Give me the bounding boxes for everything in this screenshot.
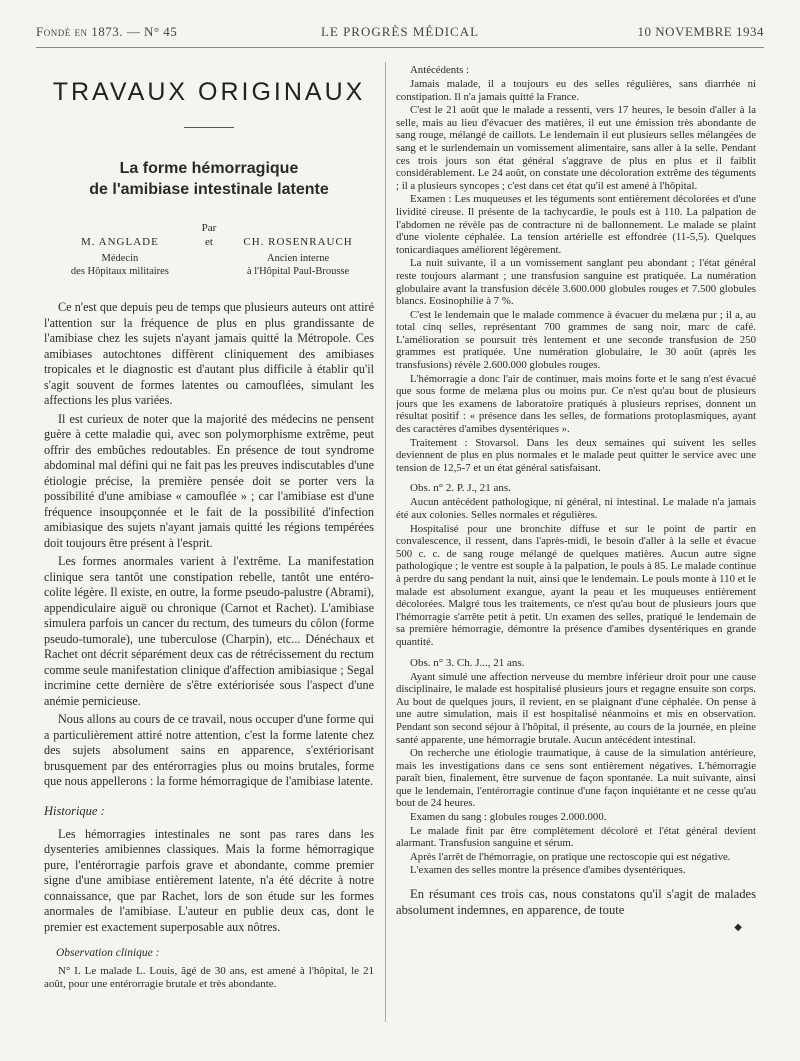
right-column: [396, 64, 756, 1044]
author-2: [222, 236, 374, 278]
article-title: [44, 158, 374, 200]
paragraph: Après l'arrêt de l'hémorragie, on pratique une rectoscopie qui est négative.: [410, 850, 731, 863]
paragraph: Aucun antécédent pathologique, ni général, ni intestinal. Le malade n'a jamais été aux colonies. Selles normales et régulières.: [396, 496, 756, 521]
journal-title: LE PROGRÈS MÉDICAL: [320, 24, 480, 39]
authors: [44, 236, 374, 278]
author-1-role1: Médecin: [101, 253, 139, 264]
heading-historique: Historique :: [44, 803, 105, 818]
author-2-role1: Ancien interne: [267, 253, 330, 264]
paragraph: Il est curieux de noter que la majorité des médecins ne pensent guère à cette maladie qui, avec son polymorphisme extrême, peut offrir des embûches redoutables. En présence de tout syndrome abdominal mal défini qui ne fait pas les preuves indiscutables d'une étiologie précise, la première pensée doit se porter vers la possibilité d'une amibiase « camouflée » ; car l'amibiase est d'une fréquence insoupçonnée et le fait de la possibilité d'infection amibiasique des sujets n'ayant jamais quitté les régions tempérées doit toujours être présent à l'esprit.: [44, 411, 374, 550]
paragraph: Les hémorragies intestinales ne sont pas rares dans les dysenteries amibiennes classiques. Mais la forme hémorragique pure, l'entérorragie parfois grave et abondante, comme premier signe d'une amibiase entièrement latente, n'a été décrite à notre connaissance, que par Rachet, lors de son étude sur les formes anormales de l'amibiase. L'auteur en publie deux cas, dont le premier est exactement superposable aux nôtres.: [44, 826, 374, 934]
observation-2-heading: Obs. n° 2. P. J., 21 ans.: [410, 482, 511, 495]
byline-et: et: [205, 236, 213, 248]
paragraph: Hospitalisé pour une bronchite diffuse et sur le point de partir en convalescence, il ressent, dans l'après-midi, le besoin d'aller à la selle et évacue 500 c. c. de sang rouge mélangé de quelques matières. Aucun autre signe pathologique ; le ventre est souple à la palpation, le pouls à 85. Le malade continue à perdre du sang pendant la nuit, ainsi que le lendemain. Le pouls monte à 110 et le malade est absolument exangue, ayant la peau et les muqueuses entièrement décolorées. Malgré tous les traitements, ce n'est qu'au bout de plusieurs jours que l'hémorragie s'arrête petit à petit. Un examen des selles, pratiqué le lendemain de sa première hémorragie, démontre la présence d'amibes dysentériques en grande quantité.: [396, 522, 756, 648]
paragraph: Examen du sang : globules rouges 2.000.000.: [410, 811, 607, 824]
paragraph: En résumant ces trois cas, nous constatons qu'il s'agit de malades absolument indemnes, en apparence, de toute: [396, 887, 756, 917]
heading-antecedents: Antécédents :: [410, 64, 470, 76]
paragraph: C'est le lendemain que le malade commence à évacuer du melæna pur ; il a, au total cinq selles, représentant 700 grammes de sang noir, marc de café. L'amélioration se poursuit très lentement et une seconde transfusion de 250 grammes est pratiquée. Une numération globulaire, le 30 août (après les transfusions) révèle 2.600.000 globules rouges.: [396, 308, 756, 372]
paragraph: Ayant simulé une affection nerveuse du membre inférieur droit pour une cause disciplinaire, le malade est hospitalisé plusieurs jours et regagne ensuite son corps. Au bout de quelques jours, il revient, en se plaignant d'une céphalée. On pense à une autre simulation, mais il est hospitalisé néanmoins et mis en observation. Pendant son second séjour à l'hôpital, il présente, au cours de la journée, en pleine santé apparente, une hémorragie brutale. Aucun antécédent intestinal.: [396, 670, 756, 746]
paragraph: Traitement : Stovarsol. Dans les deux semaines qui suivent les selles deviennent de plus en plus normales et le malade peut quitter le service avec une tension de 12,5-7 et un état général satisfaisant.: [396, 436, 756, 474]
column-divider: [385, 62, 386, 1022]
title-rule: [184, 127, 234, 128]
header-founded: Fondé en 1873. — N° 45: [36, 24, 178, 39]
paragraph: C'est le 21 août que le malade a ressenti, vers 17 heures, le besoin d'aller à la selle, mais au lieu d'évacuer des matières, il eut une émission très abondante de sang rouge, mélangé de caillots. Le lendemain il eut plusieurs selles mélangées de sang et le surlendemain un vomissement alimentaire, sans aller à la selle. Pendant ces trois jours son état général s'aggrave de plus en plus et il faiblit considérablement. Le 24 août, on constate une décoloration extrême des téguments ; il a plusieurs syncopes ; c'est dans cet état qu'il est amené à l'hôpital.: [396, 104, 756, 192]
paragraph: L'hémorragie a donc l'air de continuer, mais moins forte et le sang n'est évacué que sous forme de melæna plus ou moins pur. Ce n'est qu'au bout de plusieurs jours que les examens de laboratoire pratiqués à plusieurs reprises, donnent un résultat positif : « présence dans les selles, de formations protoplasmiques, ayant des caractères d'amibes dysentériques ».: [396, 372, 756, 436]
observation-3-heading: Obs. n° 3. Ch. J..., 21 ans.: [410, 656, 525, 669]
paragraph: La nuit suivante, il a un vomissement sanglant peu abondant ; l'état général reste toujours alarmant ; une transfusion sanguine est pratiquée. La numération globulaire avant la transfusion décèle 3.600.000 globules rouges et 7.500 globules blancs. Eosinophilie à 7 %.: [396, 257, 756, 308]
author-1: [44, 236, 196, 278]
author-1-role2: des Hôpitaux militaires: [70, 266, 169, 277]
header-rule: [36, 47, 764, 48]
left-column: [44, 70, 374, 1030]
paragraph: Le malade finit par être complètement décoloré et l'état général devient alarmant. Transfusion sanguine et sérum.: [396, 824, 756, 850]
article-title-line2: de l'amibiase intestinale latente: [89, 181, 329, 198]
paragraph: L'examen des selles montre la présence d'amibes dysentériques.: [410, 864, 686, 877]
issue-date: 10 NOVEMBRE 1934: [637, 24, 764, 39]
paragraph: Les formes anormales varient à l'extrême. La manifestation clinique sera tantôt une constipation rebelle, tantôt une entéro-colite légère. Il existe, en outre, la forme pseudo-palustre (Abrami), appendiculaire aiguë ou chronique (Carnot et Rachet). L'amibiase simulera parfois un cancer du rectum, des tumeurs du côlon (forme pseudo-tumorale), une tuberculose (Charpin), etc... Dénéchaux et Rachet ont décrit séparément deux cas de rétrécissement du rectum comme seule manifestation clinique d'affection amibiasique ; Segal incrimine cette dernière de s'être extériorisée sous l'aspect d'une anémie pernicieuse.: [44, 554, 374, 708]
running-header: [36, 24, 764, 44]
paragraph: N° I. Le malade L. Louis, âgé de 30 ans, est amené à l'hôpital, le 21 août, pour une entérorragie brutale et très abondante.: [44, 965, 374, 990]
author-1-name: M. ANGLADE: [80, 236, 159, 248]
section-title: TRAVAUX ORIGINAUX: [52, 78, 366, 106]
paragraph: Jamais malade, il a toujours eu des selles régulières, sans diarrhée ni constipation. Il n'a jamais quitté la France.: [396, 78, 756, 103]
paragraph: On recherche une étiologie traumatique, à cause de la simulation antérieure, mais les investigations dans ce sens sont entièrement négatives. L'hémorragie paraît bien, finalement, être survenue de façon spontanée. La nuit suivante, ainsi que le lendemain, l'entérorragie continue d'une façon inquiétante et ne cesse qu'au bout de 24 heures.: [396, 747, 756, 810]
author-2-role2: à l'Hôpital Paul-Brousse: [246, 266, 350, 277]
paragraph: Examen : Les muqueuses et les téguments sont entièrement décolorées et d'une lividité cireuse. Il présente de la tachycardie, le pouls est à 110. La palpation de l'abdomen ne révèle pas de contracture ni de ballonnement. Le malade se plaint d'une violente céphalée. La tension artérielle est effondrée (11-5,5). Quelques tonicardiaques améliorent légèrement.: [396, 193, 756, 256]
article-title-line1: La forme hémorragique: [119, 160, 299, 177]
author-2-name: CH. ROSENRAUCH: [243, 236, 353, 248]
byline-par: Par: [201, 222, 217, 234]
heading-observation: Observation clinique :: [56, 947, 160, 959]
end-mark-icon: ◆: [734, 922, 742, 934]
paragraph: Nous allons au cours de ce travail, nous occuper d'une forme qui a particulièrement attiré notre attention, c'est la forme latente chez des sujets absolument sains en apparence, s'extériorisant brusquement par des entérorragies plus ou moins brutales, forme que nous appellerons : la forme hémorragique de l'amibiase latente.: [44, 712, 374, 788]
paragraph: Ce n'est que depuis peu de temps que plusieurs auteurs ont attiré l'attention sur la fréquence de plus en plus grandissante de l'amibiase chez les sujets n'ayant jamais quitté la Métropole. Ces amibiases autochtones diffèrent cliniquement des amibiases tropicales et le diagnostic est d'autant plus difficile à établir qu'il s'agit souvent de formes latentes ou camouflées, simulant les affections les plus variées.: [44, 300, 374, 407]
